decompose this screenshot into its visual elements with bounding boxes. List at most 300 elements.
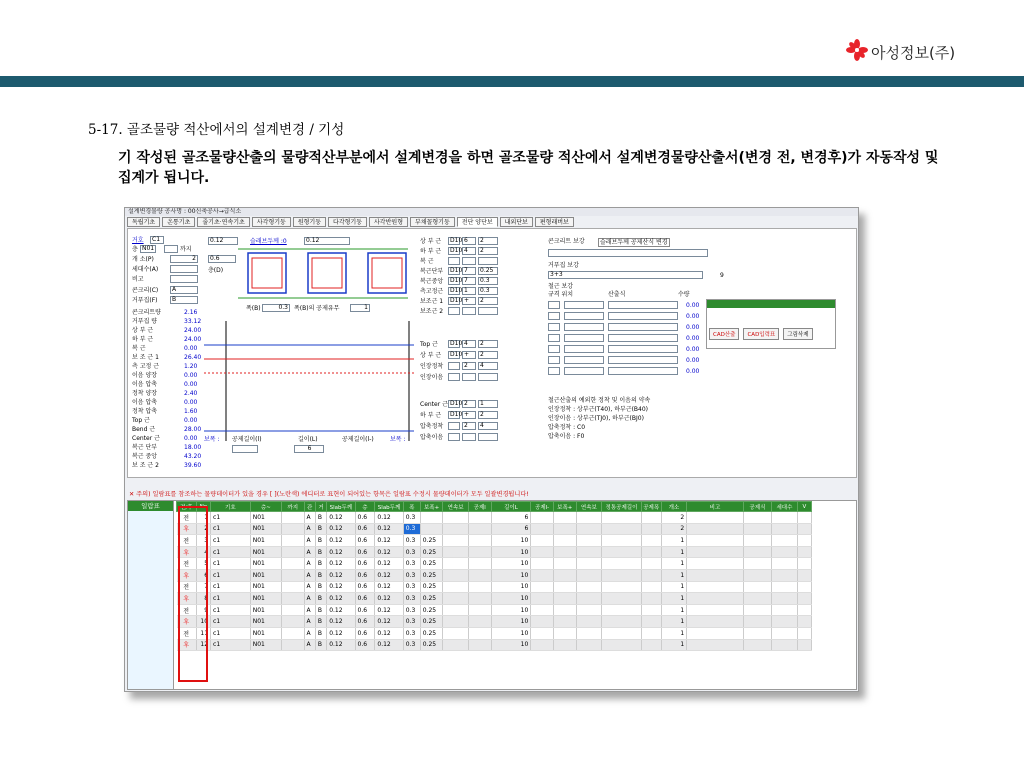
table-cell[interactable] <box>281 512 304 524</box>
table-cell[interactable] <box>576 569 602 581</box>
table-cell[interactable]: 0.6 <box>355 569 375 581</box>
table-cell[interactable] <box>743 604 771 616</box>
table-cell[interactable]: 전 <box>177 581 197 593</box>
table-cell[interactable]: 0.25 <box>420 546 443 558</box>
table-cell[interactable] <box>687 627 744 639</box>
table-cell[interactable]: 10 <box>491 569 531 581</box>
table-cell[interactable]: 0.3 <box>403 639 420 651</box>
dim2-field[interactable]: 0.6 <box>208 255 236 263</box>
table-cell[interactable] <box>602 604 642 616</box>
table-cell[interactable] <box>797 512 811 524</box>
table-cell[interactable]: 후 <box>177 546 197 558</box>
table-cell[interactable] <box>576 593 602 605</box>
table-cell[interactable]: B <box>315 604 326 616</box>
rebar-m-field[interactable] <box>478 307 498 315</box>
table-cell[interactable] <box>772 616 798 628</box>
table-cell[interactable] <box>772 604 798 616</box>
table-cell[interactable]: N01 <box>250 535 281 547</box>
table-cell[interactable]: 10 <box>491 604 531 616</box>
table-cell[interactable] <box>443 627 469 639</box>
count-field[interactable]: 2 <box>170 255 198 263</box>
table-cell[interactable] <box>602 546 642 558</box>
table-cell[interactable] <box>531 593 554 605</box>
table-cell[interactable]: A <box>304 593 315 605</box>
rebar-m-field[interactable]: 0.3 <box>478 287 498 295</box>
table-cell[interactable]: 전 <box>177 604 197 616</box>
rebar-n-field[interactable] <box>462 307 476 315</box>
table-cell[interactable] <box>641 535 661 547</box>
table-cell[interactable] <box>687 512 744 524</box>
table-cell[interactable]: 0.6 <box>355 535 375 547</box>
table-cell[interactable] <box>468 639 491 651</box>
table-cell[interactable]: 10 <box>491 546 531 558</box>
table-cell[interactable]: c1 <box>211 569 251 581</box>
table-cell[interactable] <box>576 512 602 524</box>
table-cell[interactable]: 9 <box>196 604 210 616</box>
column-header[interactable]: Slab두께 <box>327 502 355 512</box>
table-cell[interactable]: 0.12 <box>327 523 355 535</box>
rebar-m-field[interactable]: 2 <box>478 297 498 305</box>
table-cell[interactable] <box>797 558 811 570</box>
table-cell[interactable]: N01 <box>250 546 281 558</box>
table-cell[interactable]: 10 <box>491 593 531 605</box>
table-cell[interactable] <box>468 604 491 616</box>
column-header[interactable]: 연속보 <box>443 502 469 512</box>
table-cell[interactable]: B <box>315 616 326 628</box>
table-cell[interactable] <box>281 639 304 651</box>
table-cell[interactable]: 10 <box>491 558 531 570</box>
table-cell[interactable] <box>641 616 661 628</box>
table-cell[interactable]: c1 <box>211 639 251 651</box>
spec-field[interactable] <box>548 312 560 320</box>
table-cell[interactable] <box>743 616 771 628</box>
rebar-m-field[interactable]: 0.3 <box>478 277 498 285</box>
rebar-n-field[interactable] <box>462 373 476 381</box>
table-cell[interactable]: 0.3 <box>403 616 420 628</box>
table-cell[interactable]: 0.12 <box>375 581 403 593</box>
note-field[interactable] <box>170 275 198 283</box>
table-cell[interactable] <box>468 616 491 628</box>
rebar-code-field[interactable]: D10 <box>450 400 463 407</box>
table-cell[interactable] <box>743 593 771 605</box>
table-cell[interactable] <box>468 512 491 524</box>
formula-field[interactable] <box>608 323 678 331</box>
column-header[interactable]: 관 <box>304 502 315 512</box>
table-cell[interactable] <box>443 523 469 535</box>
tab-5[interactable]: 다각형기둥 <box>328 217 367 227</box>
rebar-n-field[interactable] <box>462 433 476 441</box>
position-field[interactable] <box>564 334 604 342</box>
table-cell[interactable] <box>443 593 469 605</box>
table-cell[interactable] <box>468 593 491 605</box>
table-cell[interactable] <box>797 639 811 651</box>
table-cell[interactable]: A <box>304 569 315 581</box>
dim1-field[interactable]: 0.12 <box>208 237 238 245</box>
table-cell[interactable]: 0.25 <box>420 593 443 605</box>
table-cell[interactable]: A <box>304 639 315 651</box>
table-cell[interactable]: 0.6 <box>355 558 375 570</box>
position-field[interactable] <box>564 301 604 309</box>
table-cell[interactable]: A <box>304 604 315 616</box>
rebar-m-field[interactable]: 4 <box>478 362 498 370</box>
table-cell[interactable] <box>281 558 304 570</box>
table-cell[interactable]: B <box>315 569 326 581</box>
deduct-left-field[interactable] <box>232 445 258 453</box>
table-cell[interactable] <box>797 535 811 547</box>
floor-to-field[interactable] <box>164 245 178 253</box>
table-cell[interactable]: 5 <box>196 558 210 570</box>
table-cell[interactable]: 0.25 <box>420 581 443 593</box>
table-cell[interactable]: N01 <box>250 558 281 570</box>
table-cell[interactable] <box>553 546 576 558</box>
table-cell[interactable] <box>772 581 798 593</box>
rebar-code-field[interactable]: D10 <box>450 297 463 304</box>
table-cell[interactable]: 0.12 <box>375 546 403 558</box>
table-cell[interactable]: c1 <box>211 593 251 605</box>
table-cell[interactable]: A <box>304 581 315 593</box>
table-cell[interactable]: 0.12 <box>327 558 355 570</box>
column-header[interactable]: 길이L <box>491 502 531 512</box>
table-cell[interactable] <box>443 569 469 581</box>
table-cell[interactable] <box>641 593 661 605</box>
table-row[interactable] <box>177 523 812 535</box>
rebar-n-field[interactable]: 2 <box>462 400 476 408</box>
table-cell[interactable] <box>420 523 443 535</box>
width-field[interactable]: 0.3 <box>262 304 290 312</box>
table-cell[interactable]: 0.6 <box>355 604 375 616</box>
table-cell[interactable] <box>772 558 798 570</box>
table-cell[interactable] <box>443 535 469 547</box>
table-cell[interactable]: 0.6 <box>355 512 375 524</box>
table-cell[interactable]: 1 <box>661 639 687 651</box>
table-cell[interactable]: B <box>315 639 326 651</box>
table-row[interactable] <box>177 546 812 558</box>
table-cell[interactable]: 4 <box>196 546 210 558</box>
table-cell[interactable]: N01 <box>250 523 281 535</box>
table-cell[interactable] <box>281 535 304 547</box>
table-cell[interactable]: 0.12 <box>327 627 355 639</box>
table-cell[interactable] <box>797 627 811 639</box>
table-cell[interactable]: c1 <box>211 616 251 628</box>
table-cell[interactable]: 1 <box>196 512 210 524</box>
position-field[interactable] <box>564 345 604 353</box>
table-cell[interactable]: 3 <box>196 535 210 547</box>
table-cell[interactable]: 0.6 <box>355 581 375 593</box>
table-cell[interactable]: 0.12 <box>375 639 403 651</box>
table-cell[interactable]: 전 <box>177 535 197 547</box>
type-field[interactable]: C1 <box>150 236 164 244</box>
table-cell[interactable]: c1 <box>211 523 251 535</box>
table-cell[interactable]: 10 <box>196 616 210 628</box>
position-field[interactable] <box>564 367 604 375</box>
table-cell[interactable]: 7 <box>196 581 210 593</box>
table-cell[interactable]: 전 <box>177 558 197 570</box>
table-cell[interactable]: A <box>304 535 315 547</box>
column-header[interactable]: 까지 <box>281 502 304 512</box>
table-cell[interactable] <box>687 569 744 581</box>
table-cell[interactable]: 6 <box>196 569 210 581</box>
table-cell[interactable]: 0.3 <box>403 569 420 581</box>
table-cell[interactable] <box>281 604 304 616</box>
table-cell[interactable]: 전 <box>177 627 197 639</box>
table-cell[interactable] <box>443 558 469 570</box>
table-cell[interactable]: 0.6 <box>355 616 375 628</box>
detail-field[interactable] <box>170 265 198 273</box>
position-field[interactable] <box>564 356 604 364</box>
table-cell[interactable]: N01 <box>250 639 281 651</box>
table-cell[interactable] <box>531 523 554 535</box>
rebar-m-field[interactable] <box>478 373 498 381</box>
table-cell[interactable]: 0.25 <box>420 639 443 651</box>
table-row[interactable] <box>177 616 812 628</box>
table-row[interactable] <box>177 627 812 639</box>
table-cell[interactable] <box>281 627 304 639</box>
table-cell[interactable] <box>772 546 798 558</box>
rebar-code-field[interactable]: D10 <box>450 340 463 347</box>
slab-thickness-link[interactable]: 슬래브두께 :0 <box>250 238 287 245</box>
table-cell[interactable] <box>772 593 798 605</box>
table-cell[interactable] <box>772 535 798 547</box>
table-cell[interactable]: 6 <box>491 512 531 524</box>
table-cell[interactable] <box>602 558 642 570</box>
rebar-n-field[interactable] <box>462 257 476 265</box>
tab-8[interactable]: 전단 양단보 <box>457 217 498 227</box>
table-cell[interactable] <box>641 639 661 651</box>
table-cell[interactable] <box>553 604 576 616</box>
table-cell[interactable] <box>576 523 602 535</box>
spec-field[interactable] <box>548 356 560 364</box>
column-header[interactable]: 폭 <box>403 502 420 512</box>
concrete-field[interactable]: A <box>170 286 198 294</box>
table-cell[interactable]: B <box>315 535 326 547</box>
formula-field[interactable] <box>608 301 678 309</box>
table-cell[interactable]: 1 <box>661 569 687 581</box>
table-cell[interactable] <box>531 581 554 593</box>
column-header[interactable]: V <box>797 502 811 512</box>
rebar-code-field[interactable] <box>448 433 460 441</box>
column-header[interactable]: 보폭+ <box>420 502 443 512</box>
table-cell[interactable]: c1 <box>211 535 251 547</box>
table-cell[interactable] <box>797 569 811 581</box>
table-cell[interactable] <box>531 546 554 558</box>
table-cell[interactable]: N01 <box>250 627 281 639</box>
table-cell[interactable] <box>281 593 304 605</box>
table-row[interactable] <box>177 569 812 581</box>
rebar-m-field[interactable]: 2 <box>478 237 498 245</box>
table-cell[interactable]: 2 <box>661 523 687 535</box>
rebar-code-field[interactable]: D10 <box>450 237 463 244</box>
table-cell[interactable]: A <box>304 546 315 558</box>
rebar-n-field[interactable]: 4 <box>462 247 476 255</box>
rebar-m-field[interactable] <box>478 257 498 265</box>
table-cell[interactable] <box>468 627 491 639</box>
table-cell[interactable]: 1 <box>661 616 687 628</box>
table-cell[interactable] <box>641 604 661 616</box>
table-cell[interactable]: c1 <box>211 512 251 524</box>
rebar-code-field[interactable]: D10 <box>450 287 463 294</box>
tab-6[interactable]: 사각반원형 <box>369 217 408 227</box>
table-row[interactable] <box>177 593 812 605</box>
width-deduct-field[interactable]: 1 <box>350 304 370 312</box>
table-cell[interactable]: A <box>304 512 315 524</box>
column-header[interactable]: No <box>196 502 210 512</box>
table-cell[interactable] <box>576 627 602 639</box>
table-cell[interactable] <box>797 593 811 605</box>
rebar-n-field[interactable]: 1 <box>462 287 476 295</box>
position-field[interactable] <box>564 323 604 331</box>
table-cell[interactable] <box>576 546 602 558</box>
table-cell[interactable] <box>576 604 602 616</box>
table-cell[interactable]: 1 <box>661 581 687 593</box>
table-cell[interactable]: c1 <box>211 627 251 639</box>
table-cell[interactable]: 0.12 <box>327 569 355 581</box>
position-field[interactable] <box>564 312 604 320</box>
table-cell[interactable] <box>468 535 491 547</box>
rebar-m-field[interactable]: 1 <box>478 400 498 408</box>
table-cell[interactable] <box>553 569 576 581</box>
table-cell[interactable] <box>687 616 744 628</box>
table-cell[interactable]: 0.12 <box>375 593 403 605</box>
formula-field[interactable] <box>608 356 678 364</box>
table-cell[interactable] <box>602 523 642 535</box>
table-cell[interactable]: 2 <box>661 512 687 524</box>
table-row[interactable] <box>177 639 812 651</box>
table-cell[interactable]: 후 <box>177 639 197 651</box>
table-cell[interactable]: 10 <box>491 627 531 639</box>
table-cell[interactable] <box>743 558 771 570</box>
table-cell[interactable] <box>281 581 304 593</box>
table-cell[interactable]: 10 <box>491 616 531 628</box>
rebar-n-field[interactable]: 7 <box>462 267 476 275</box>
table-cell[interactable]: 6 <box>491 523 531 535</box>
table-cell[interactable]: 0.12 <box>375 569 403 581</box>
table-cell[interactable]: 0.25 <box>420 627 443 639</box>
table-cell[interactable]: A <box>304 627 315 639</box>
table-cell[interactable] <box>468 546 491 558</box>
rebar-m-field[interactable]: 4 <box>478 422 498 430</box>
rebar-code-field[interactable]: D10 <box>450 267 463 274</box>
table-cell[interactable]: 후 <box>177 616 197 628</box>
column-header[interactable]: Slab두께 <box>375 502 403 512</box>
column-header[interactable]: 공제폭 <box>641 502 661 512</box>
table-cell[interactable]: c1 <box>211 558 251 570</box>
table-cell[interactable] <box>531 627 554 639</box>
table-cell[interactable]: 0.12 <box>375 535 403 547</box>
table-cell[interactable]: 0.12 <box>375 627 403 639</box>
table-cell[interactable]: 0.25 <box>420 535 443 547</box>
table-cell[interactable] <box>772 569 798 581</box>
table-cell[interactable] <box>443 512 469 524</box>
table-cell[interactable] <box>576 558 602 570</box>
table-cell[interactable]: 0.12 <box>327 593 355 605</box>
table-cell[interactable] <box>797 581 811 593</box>
rebar-code-field[interactable] <box>448 307 460 315</box>
table-cell[interactable]: 전 <box>177 512 197 524</box>
table-cell[interactable] <box>420 512 443 524</box>
table-cell[interactable] <box>641 569 661 581</box>
table-cell[interactable]: 2 <box>196 523 210 535</box>
column-header[interactable]: 층 <box>355 502 375 512</box>
table-cell[interactable] <box>743 639 771 651</box>
table-cell[interactable] <box>443 639 469 651</box>
table-cell[interactable]: B <box>315 627 326 639</box>
table-cell[interactable] <box>743 627 771 639</box>
table-cell[interactable] <box>797 523 811 535</box>
table-cell[interactable]: 0.6 <box>355 593 375 605</box>
form-field[interactable]: B <box>170 296 198 304</box>
table-cell[interactable] <box>641 546 661 558</box>
table-cell[interactable]: 0.12 <box>375 604 403 616</box>
table-cell[interactable]: N01 <box>250 604 281 616</box>
table-cell[interactable]: 0.12 <box>327 535 355 547</box>
column-header[interactable]: 전/후 <box>177 502 197 512</box>
rebar-m-field[interactable] <box>478 433 498 441</box>
rebar-n-field[interactable]: 2 <box>462 362 476 370</box>
table-cell[interactable] <box>531 558 554 570</box>
table-cell[interactable]: 10 <box>491 581 531 593</box>
table-cell[interactable] <box>531 512 554 524</box>
table-cell[interactable]: 후 <box>177 593 197 605</box>
rebar-code-field[interactable] <box>448 422 460 430</box>
table-cell[interactable] <box>553 535 576 547</box>
table-cell[interactable] <box>468 569 491 581</box>
table-cell[interactable]: B <box>315 581 326 593</box>
rebar-n-field[interactable]: 7 <box>462 277 476 285</box>
table-cell[interactable]: N01 <box>250 593 281 605</box>
table-cell[interactable] <box>743 581 771 593</box>
table-cell[interactable] <box>553 523 576 535</box>
table-cell[interactable] <box>687 581 744 593</box>
cad-button-0[interactable]: CAD산출 <box>709 328 739 340</box>
spec-field[interactable] <box>548 301 560 309</box>
rebar-n-field[interactable]: 4 <box>462 340 476 348</box>
rebar-code-field[interactable]: D10 <box>450 277 463 284</box>
table-cell[interactable] <box>553 639 576 651</box>
table-cell[interactable] <box>687 558 744 570</box>
table-cell[interactable] <box>772 627 798 639</box>
formula-field[interactable] <box>608 367 678 375</box>
table-cell[interactable]: 10 <box>491 639 531 651</box>
tab-2[interactable]: 줄기초·연속기초 <box>197 217 249 227</box>
table-cell[interactable] <box>602 581 642 593</box>
rebar-n-field[interactable]: + <box>462 411 476 419</box>
table-cell[interactable]: 0.12 <box>327 546 355 558</box>
table-cell[interactable]: B <box>315 558 326 570</box>
table-cell[interactable] <box>602 627 642 639</box>
table-cell[interactable]: 1 <box>661 546 687 558</box>
table-cell[interactable] <box>281 523 304 535</box>
table-cell[interactable]: 0.12 <box>375 512 403 524</box>
rebar-n-field[interactable]: 6 <box>462 237 476 245</box>
table-cell[interactable] <box>443 581 469 593</box>
table-cell[interactable]: c1 <box>211 581 251 593</box>
cad-button-2[interactable]: 그림삭제 <box>783 328 812 340</box>
table-cell[interactable] <box>531 616 554 628</box>
table-cell[interactable]: 후 <box>177 523 197 535</box>
table-cell[interactable]: 0.3 <box>403 627 420 639</box>
table-cell[interactable] <box>743 546 771 558</box>
tab-1[interactable]: 온통기초 <box>162 217 195 227</box>
table-cell[interactable] <box>797 546 811 558</box>
spec-field[interactable] <box>548 345 560 353</box>
table-cell[interactable] <box>576 535 602 547</box>
table-cell[interactable]: 0.3 <box>403 581 420 593</box>
rebar-code-field[interactable] <box>448 362 460 370</box>
table-cell[interactable]: 0.12 <box>375 523 403 535</box>
tab-0[interactable]: 독립기초 <box>127 217 160 227</box>
rebar-n-field[interactable]: 2 <box>462 422 476 430</box>
table-cell[interactable] <box>576 639 602 651</box>
